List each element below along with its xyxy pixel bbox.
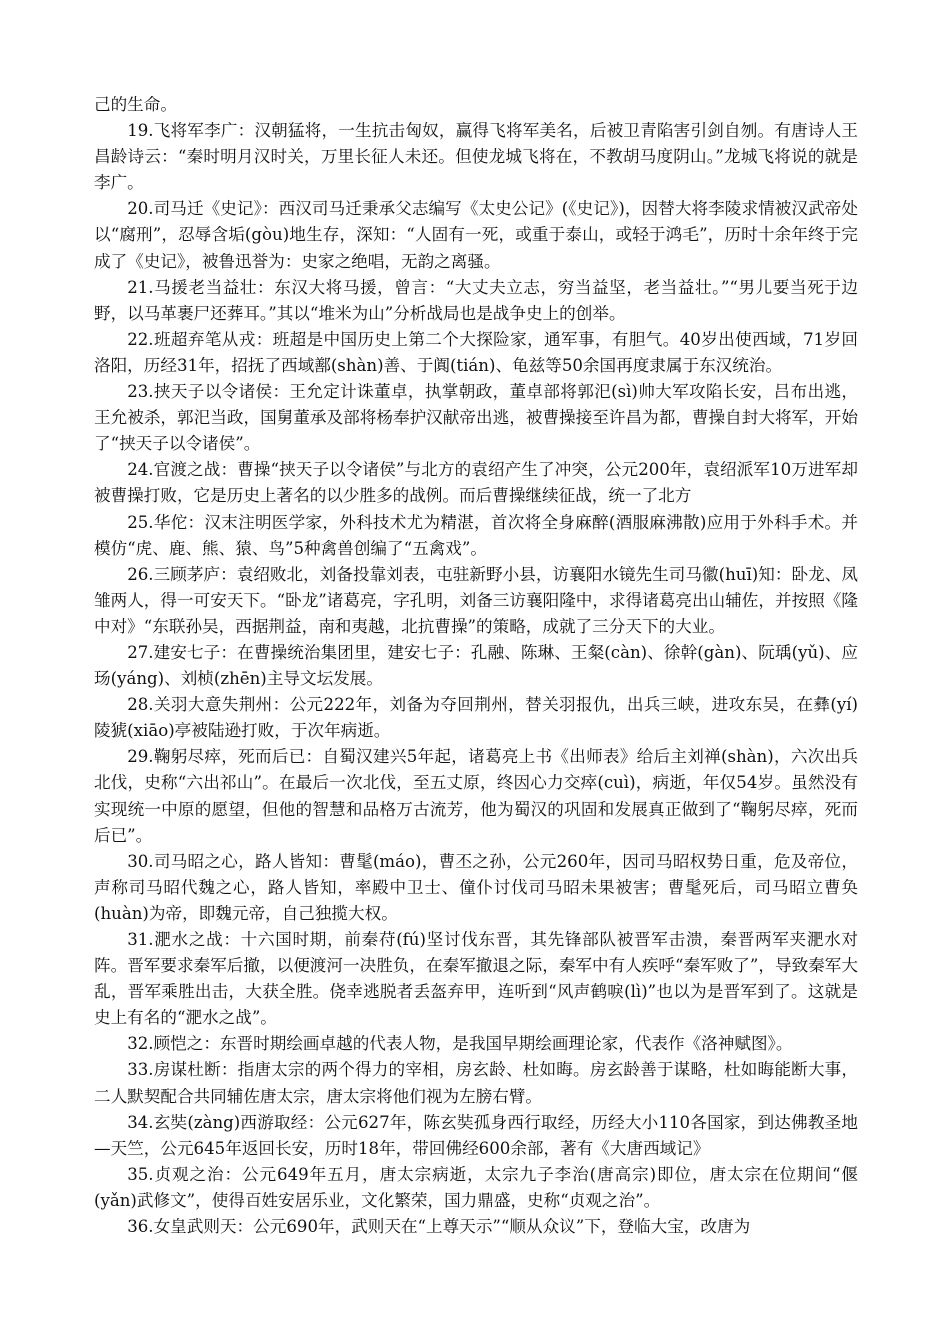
paragraph-entry-35: 35.贞观之治：公元649年五月，唐太宗病逝，太宗九子李治(唐高宗)即位，唐太宗在位期间“偃(yǎn)武修文”，使得百姓安居乐业，文化繁荣，国力鼎盛，史称“贞观之治”。 [94,1164,858,1210]
document-page [94,92,858,1240]
paragraph-entry-29: 29.鞠躬尽瘁，死而后已：自蜀汉建兴5年起，诸葛亮上书《出师表》给后主刘禅(shàn)，六次出兵北伐，史称“六出祁山”。在最后一次北伐，至五丈原，终因心力交瘁(cuì)，病逝，年仅54岁。虽然没有实现统一中原的愿望，但他的智慧和品格万古流芳，他为蜀汉的巩固和发展真正做到了“鞠躬尽瘁，死而后已”。 [94,747,858,845]
paragraph-entry-23: 23.挟天子以令诸侯：王允定计诛董卓，执掌朝政，董卓部将郭汜(sì)帅大军攻陷长安，吕布出逃，王允被杀，郭汜当政，国舅董承及部将杨奉护汉献帝出逃，被曹操接至许昌为都，曹操自封大将军，开始了“挟天子以令诸侯”。 [94,382,858,454]
paragraph-entry-34: 34.玄奘(zàng)西游取经：公元627年，陈玄奘孤身西行取经，历经大小110各国家，到达佛教圣地—天竺，公元645年返回长安，历时18年，带回佛经600余部，著有《大唐西域记》 [94,1112,858,1158]
paragraph-entry-22: 22.班超弃笔从戎：班超是中国历史上第二个大探险家，通军事，有胆气。40岁出使西域，71岁回洛阳，历经31年，招抚了西域鄯(shàn)善、于阗(tián)、龟兹等50余国再度隶属于东汉统治。 [94,329,858,375]
paragraph-entry-30: 30.司马昭之心，路人皆知：曹髦(máo)，曹丕之孙，公元260年，因司马昭权势日重，危及帝位，声称司马昭代魏之心，路人皆知，率殿中卫士、僮仆讨伐司马昭未果被害；曹髦死后，司马昭立曹奂(huàn)为帝，即魏元帝，自己独揽大权。 [94,851,858,923]
paragraph-entry-21: 21.马援老当益壮：东汉大将马援，曾言：“大丈夫立志，穷当益坚，老当益壮。”“男儿要当死于边野，以马革裹尸还葬耳。”其以“堆米为山”分析战局也是战争史上的创举。 [94,277,858,323]
paragraph-entry-33: 33.房谋杜断：指唐太宗的两个得力的宰相，房玄龄、杜如晦。房玄龄善于谋略，杜如晦能断大事，二人默契配合共同辅佐唐太宗，唐太宗将他们视为左膀右臂。 [94,1060,858,1106]
paragraph-entry-28: 28.关羽大意失荆州：公元222年，刘备为夺回荆州，替关羽报仇，出兵三峡，进攻东吴，在彝(yí)陵猇(xiāo)亭被陆逊打败，于次年病逝。 [94,695,858,741]
paragraph-entry-32: 32.顾恺之：东晋时期绘画卓越的代表人物，是我国早期绘画理论家，代表作《洛神赋图》。 [127,1034,793,1054]
paragraph-entry-36: 36.女皇武则天：公元690年，武则天在“上尊天示”“顺从众议”下，登临大宝，改唐为 [127,1217,751,1237]
paragraph-entry-19: 19.飞将军李广：汉朝猛将，一生抗击匈奴，赢得飞将军美名，后被卫青陷害引剑自刎。有唐诗人王昌龄诗云：“秦时明月汉时关，万里长征人未还。但使龙城飞将在，不教胡马度阴山。”龙城飞将说的就是李广。 [94,121,858,193]
paragraph-entry-20: 20.司马迁《史记》：西汉司马迁秉承父志编写《太史公记》(《史记》)，因替大将李陵求情被汉武帝处以“腐刑”，忍辱含垢(gòu)地生存，深知：“人固有一死，或重于泰山，或轻于鸿毛”，历时十余年终于完成了《史记》，被鲁迅誉为：史家之绝唱，无韵之离骚。 [94,199,858,271]
paragraph-entry-25: 25.华佗：汉末注明医学家，外科技术尤为精湛，首次将全身麻醉(酒服麻沸散)应用于外科手术。并模仿“虎、鹿、熊、猿、鸟”5种禽兽创编了“五禽戏”。 [94,512,858,558]
paragraph-continuation: 己的生命。 [94,95,177,114]
paragraph-entry-24: 24.官渡之战：曹操“挟天子以令诸侯”与北方的袁绍产生了冲突，公元200年，袁绍派军10万进军却被曹操打败，它是历史上著名的以少胜多的战例。而后曹操继续征战，统一了北方 [94,460,858,506]
paragraph-entry-27: 27.建安七子：在曹操统治集团里，建安七子：孔融、陈琳、王粲(càn)、徐幹(gàn)、阮瑀(yǔ)、应玚(yáng)、刘桢(zhēn)主导文坛发展。 [94,642,858,689]
paragraph-entry-31: 31.淝水之战：十六国时期，前秦苻(fú)坚讨伐东晋，其先锋部队被晋军击溃，秦晋两军夹淝水对阵。晋军要求秦军后撤，以便渡河一决胜负，在秦军撤退之际，秦军中有人疾呼“秦军败了”，导致秦军大乱，晋军乘胜出击，大获全胜。侥幸逃脱者丢盔弃甲，连听到“风声鹤唳(lì)”也以为是晋军到了。这就是史上有名的“淝水之战”。 [94,930,858,1028]
paragraph-entry-26: 26.三顾茅庐：袁绍败北，刘备投靠刘表，屯驻新野小县，访襄阳水镜先生司马徽(huī)知：卧龙、凤雏两人，得一可安天下。“卧龙”诸葛亮，字孔明，刘备三访襄阳隆中，求得诸葛亮出山辅佐，并按照《隆中对》“东联孙吴，西据荆益，南和夷越，北抗曹操”的策略，成就了三分天下的大业。 [94,564,858,636]
